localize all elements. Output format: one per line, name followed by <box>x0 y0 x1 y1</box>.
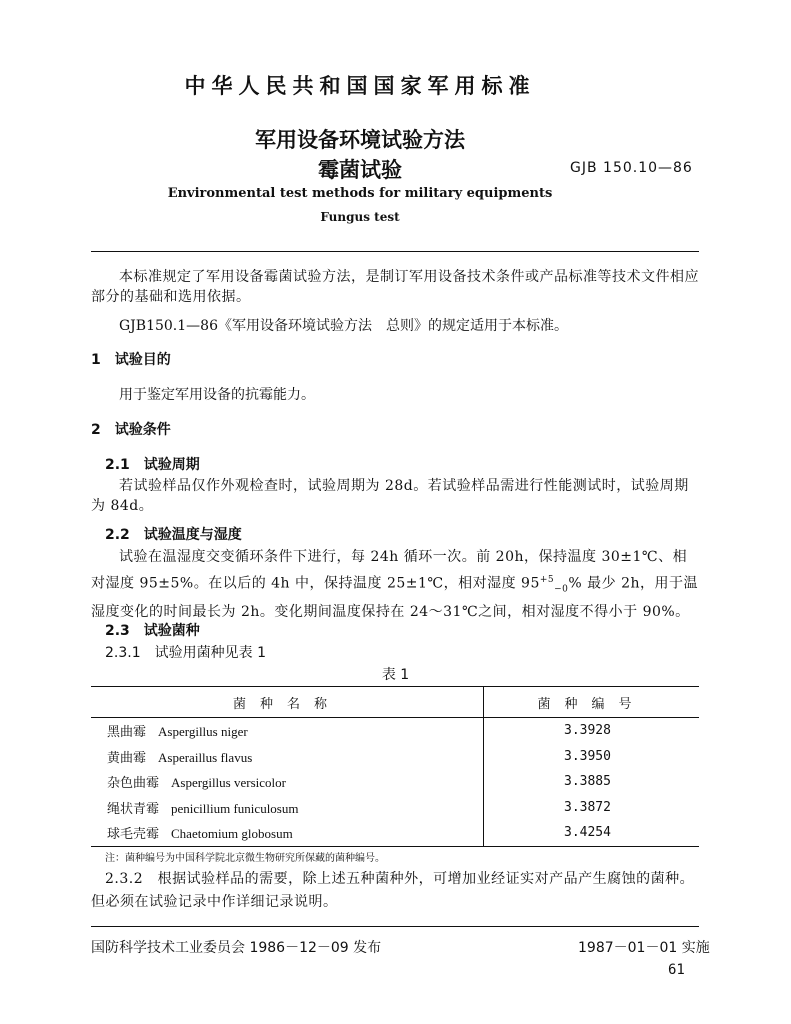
issued-by-date: 国防科学技术工业委员会 1986－12－09 发布 <box>91 940 382 956</box>
column-header-strain-code: 菌种编号 <box>484 687 700 718</box>
strain-code: 3.3928 <box>564 723 611 739</box>
document-title-cn: 军用设备环境试验方法 <box>255 128 465 152</box>
strain-code: 3.3872 <box>564 799 611 815</box>
table-note: 注：菌种编号为中国科学院北京微生物研究所保藏的菌种编号。 <box>105 853 385 864</box>
table-caption: 表 1 <box>381 667 410 683</box>
section-1-body: 用于鉴定军用设备的抗霉能力。 <box>119 387 315 403</box>
section-2-1-heading: 2.1 试验周期 <box>105 457 200 473</box>
table-row <box>91 769 699 795</box>
strain-name-latin: Aspergillus niger <box>158 724 248 740</box>
section-2-2-text-a: 试验在温湿度交变循环条件下进行，每 24h 循环一次。前 20h，保持温度 30±1℃、相对湿度 95±5%。在以后的 4h 中，保持温度 25±1℃，相对湿度 95 <box>91 549 688 592</box>
section-2-3-1-text: 2.3.1 试验用菌种见表 1 <box>105 645 266 661</box>
strain-code: 3.3950 <box>564 748 611 764</box>
strain-name-latin: Chaetomium globosum <box>171 826 293 842</box>
footer-rule <box>91 926 699 927</box>
strain-name-cn: 绳状青霉 <box>107 801 160 817</box>
page-number: 61 <box>668 962 685 978</box>
intro-paragraph-1: 本标准规定了军用设备霉菌试验方法，是制订军用设备技术条件或产品标准等技术文件相应部分的基础和选用依据。 <box>91 269 699 305</box>
section-2-3-heading: 2.3 试验菌种 <box>105 623 200 639</box>
section-2-2-body <box>91 546 699 624</box>
strain-code: 3.3885 <box>564 774 611 790</box>
document-subtitle-en: Fungus test <box>320 210 400 224</box>
effective-date: 1987－01－01 实施 <box>578 940 710 956</box>
fungus-strain-table <box>91 686 699 847</box>
column-header-strain-name: 菌种名称 <box>91 687 484 718</box>
strain-name-latin: penicillium funiculosum <box>171 800 299 816</box>
strain-name-cn: 杂色曲霉 <box>107 776 160 792</box>
humidity-tolerance-minus: −0 <box>554 584 569 595</box>
section-2-3-2-body: 2.3.2 根据试验样品的需要，除上述五种菌种外，可增加业经证实对产品产生腐蚀的菌种。但必须在试验记录中作详细记录说明。 <box>91 871 695 910</box>
strain-name-cn: 黑曲霉 <box>107 725 147 741</box>
section-2-heading: 2 试验条件 <box>91 422 171 438</box>
strain-name-cn: 球毛壳霉 <box>107 827 160 843</box>
strain-name-cn: 黄曲霉 <box>107 750 147 766</box>
document-subtitle-cn: 霉菌试验 <box>318 158 402 182</box>
section-1-heading: 1 试验目的 <box>91 352 171 368</box>
section-2-2-text-b: % 最少 2h，用于温湿度变化的时间最长为 2h。变化期间温度保持在 24～31℃之间，相对湿度不得小于 90%。 <box>91 575 699 621</box>
section-2-2-heading: 2.2 试验温度与湿度 <box>105 527 242 543</box>
table-row <box>91 718 699 744</box>
table-row <box>91 795 699 821</box>
strain-code: 3.4254 <box>484 820 700 846</box>
strain-name-latin: Aspergillus versicolor <box>171 775 286 791</box>
humidity-tolerance-plus: +5 <box>539 575 555 585</box>
intro-paragraph-2: GJB150.1—86《军用设备环境试验方法 总则》的规定适用于本标准。 <box>119 318 568 334</box>
table-row <box>91 744 699 770</box>
table-row <box>91 820 699 846</box>
section-2-1-body: 若试验样品仅作外观检查时，试验周期为 28d。若试验样品需进行性能测试时，试验周期为 84d。 <box>91 478 689 514</box>
document-title-en: Environmental test methods for military equipments <box>167 186 553 201</box>
strain-name-latin: Asperaillus flavus <box>158 749 253 765</box>
standard-number: GJB 150.10—86 <box>570 160 693 176</box>
standard-category-header: 中华人民共和国国家军用标准 <box>184 74 536 98</box>
header-rule <box>91 251 699 252</box>
